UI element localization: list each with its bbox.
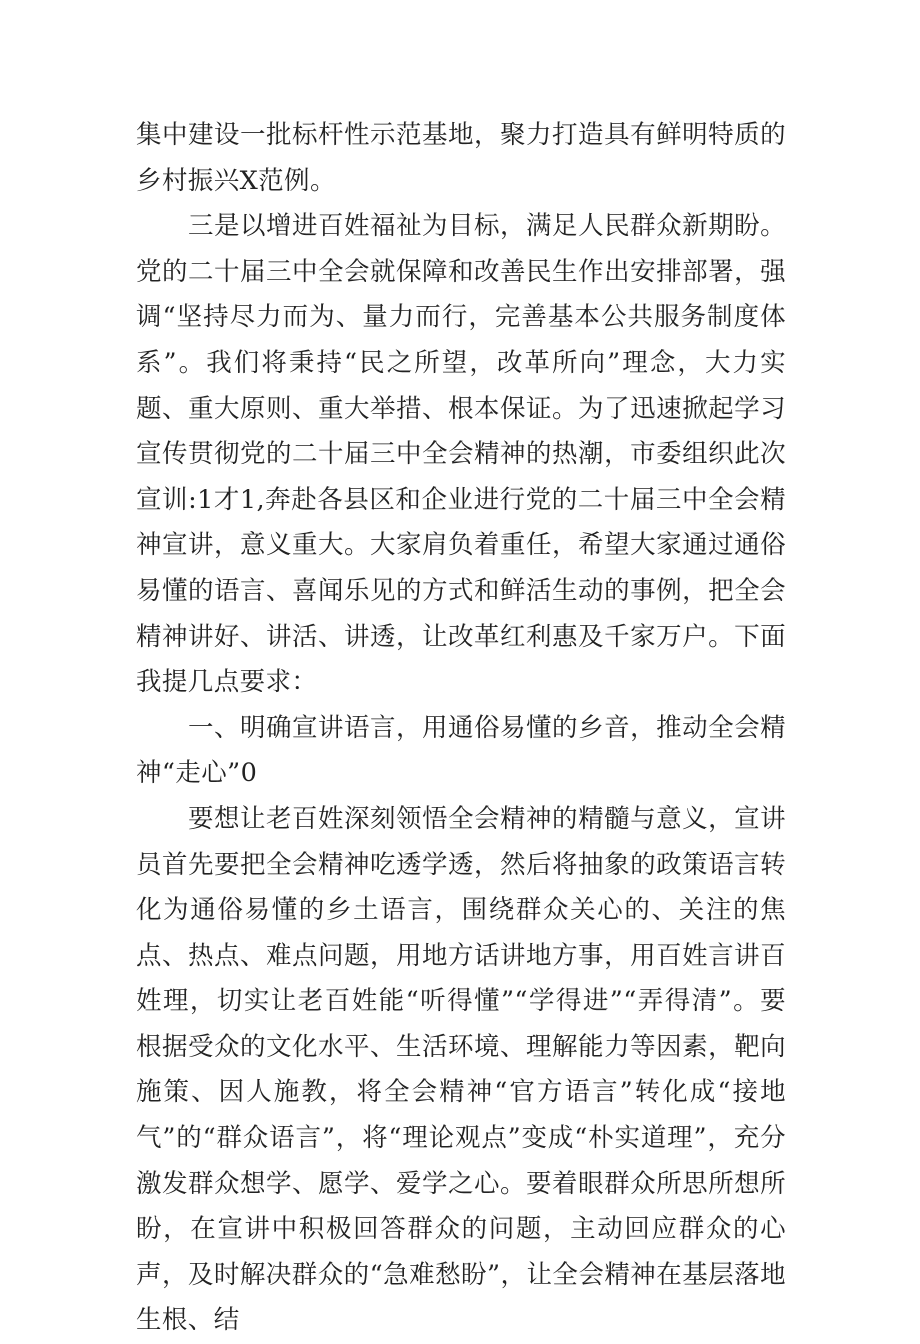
paragraph-livelihood: 三是以增进百姓福祉为目标，满足人民群众新期盼。党的二十届三中全会就保障和改善民生作出安排部署，强调“坚持尽力而为、量力而行，完善基本公共服务制度体系”。我们将秉持“民之所望，改革所向”理念，大力实题、重大原则、重大举措、根本保证。为了迅速掀起学习宣传贯彻党的二十届三中全会精神的热潮，市委组织此次宣训:1才1,奔赴各县区和企业进行党的二十届三中全会精神宣讲，意义重大。大家肩负着重任，希望大家通过通俗易懂的语言、喜闻乐见的方式和鲜活生动的事例，把全会精神讲好、讲活、讲透，让改革红利惠及千家万户。下面我提几点要求：	[136, 211, 786, 698]
paragraph-language: 要想让老百姓深刻领悟全会精神的精髓与意义，宣讲员首先要把全会精神吃透学透，然后将抽象的政策语言转化为通俗易懂的乡土语言，围绕群众关心的、关注的焦点、热点、难点问题，用地方话讲地方事，用百姓言讲百姓理，切实让老百姓能“听得懂”“学得进”“弄得清”。要根据受众的文化水平、生活环境、理解能力等因素，靶向施策、因人施教，将全会精神“官方语言”转化成“接地气”的“群众语言”，将“理论观点”变成“朴实道理”，充分激发群众想学、愿学、爱学之心。要着眼群众所思所想所盼，在宣讲中积极回答群众的问题，主动回应群众的心声，及时解决群众的“急难愁盼”，让全会精神在基层落地生根、结	[136, 803, 786, 1336]
paragraph-continuation: 集中建设一批标杆性示范基地，聚力打造具有鲜明特质的乡村振兴X范例。	[136, 120, 786, 196]
section-heading-one: 一、明确宣讲语言，用通俗易懂的乡音，推动全会精神“走心”0	[136, 712, 786, 789]
document-body	[136, 113, 786, 1344]
